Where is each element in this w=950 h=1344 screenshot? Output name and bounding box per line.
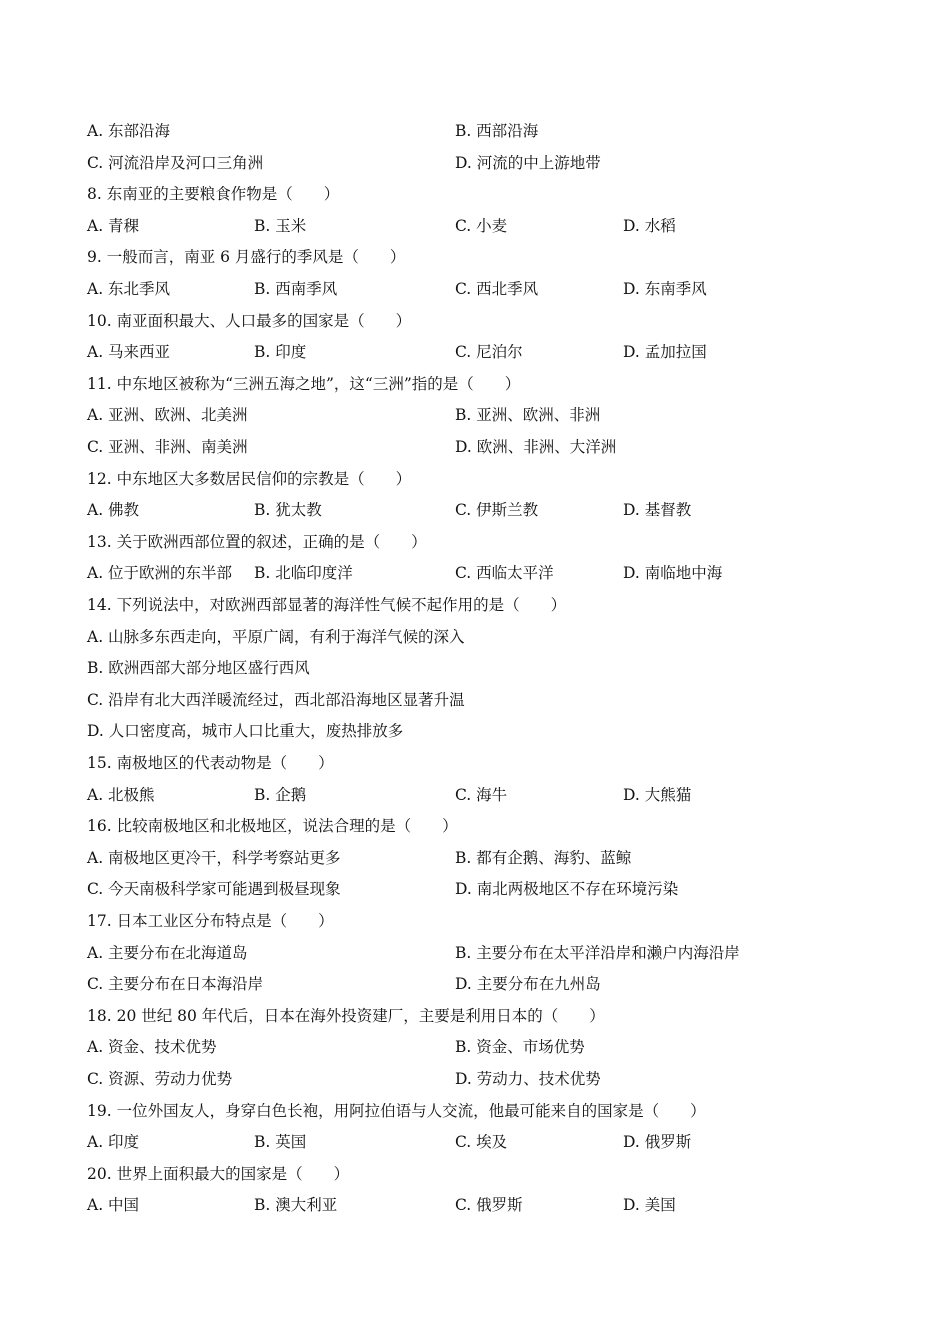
answer-option: D. 劳动力、技术优势 [455, 1070, 601, 1088]
answer-option: B. 英国 [254, 1133, 307, 1151]
answer-option: A. 中国 [87, 1196, 140, 1214]
answer-option: A. 青稞 [87, 217, 140, 235]
answer-option: B. 北临印度洋 [254, 564, 353, 582]
answer-option: A. 马来西亚 [87, 343, 171, 361]
answer-option: A. 东北季风 [87, 280, 171, 298]
answer-option: B. 企鹅 [254, 786, 307, 804]
answer-option: D. 主要分布在九州岛 [455, 975, 601, 993]
answer-option: A. 南极地区更冷干，科学考察站更多 [87, 849, 341, 867]
answer-option: C. 尼泊尔 [455, 343, 523, 361]
answer-option: A. 主要分布在北海道岛 [87, 944, 248, 962]
question-stem: 13. 关于欧洲西部位置的叙述，正确的是（ ） [87, 533, 427, 551]
answer-option: D. 南临地中海 [623, 564, 723, 582]
question-stem: 14. 下列说法中，对欧洲西部显著的海洋性气候不起作用的是（ ） [87, 596, 567, 614]
answer-option: B. 亚洲、欧洲、非洲 [455, 406, 601, 424]
question-stem: 8. 东南亚的主要粮食作物是（ ） [87, 185, 340, 203]
answer-option: B. 犹太教 [254, 501, 322, 519]
question-stem: 12. 中东地区大多数居民信仰的宗教是（ ） [87, 470, 412, 488]
answer-option: A. 东部沿海 [87, 122, 171, 140]
answer-option: C. 今天南极科学家可能遇到极昼现象 [87, 880, 341, 898]
answer-option: C. 伊斯兰教 [455, 501, 539, 519]
answer-option: C. 西北季风 [455, 280, 539, 298]
answer-option: A. 位于欧洲的东半部 [87, 564, 233, 582]
question-stem: 15. 南极地区的代表动物是（ ） [87, 754, 334, 772]
answer-option: D. 美国 [623, 1196, 676, 1214]
question-stem: 20. 世界上面积最大的国家是（ ） [87, 1165, 350, 1183]
answer-option: C. 海牛 [455, 786, 508, 804]
answer-option: C. 埃及 [455, 1133, 508, 1151]
answer-option: D. 南北两极地区不存在环境污染 [455, 880, 679, 898]
answer-option: C. 西临太平洋 [455, 564, 554, 582]
answer-option: C. 主要分布在日本海沿岸 [87, 975, 264, 993]
question-stem: 17. 日本工业区分布特点是（ ） [87, 912, 334, 930]
answer-option: C. 亚洲、非洲、南美洲 [87, 438, 248, 456]
answer-option: A. 亚洲、欧洲、北美洲 [87, 406, 248, 424]
answer-option: B. 都有企鹅、海豹、蓝鲸 [455, 849, 632, 867]
answer-option: D. 欧洲、非洲、大洋洲 [455, 438, 617, 456]
answer-option: D. 东南季风 [623, 280, 707, 298]
answer-option: A. 北极熊 [87, 786, 155, 804]
answer-option: D. 水稻 [623, 217, 676, 235]
answer-option: D. 大熊猫 [623, 786, 692, 804]
answer-option: C. 沿岸有北大西洋暖流经过，西北部沿海地区显著升温 [87, 691, 465, 709]
answer-option: A. 印度 [87, 1133, 140, 1151]
answer-option: D. 孟加拉国 [623, 343, 707, 361]
answer-option: D. 人口密度高，城市人口比重大，废热排放多 [87, 722, 404, 740]
answer-option: A. 佛教 [87, 501, 140, 519]
answer-option: D. 俄罗斯 [623, 1133, 692, 1151]
answer-option: B. 主要分布在太平洋沿岸和濑户内海沿岸 [455, 944, 740, 962]
answer-option: C. 小麦 [455, 217, 508, 235]
answer-option: C. 资源、劳动力优势 [87, 1070, 233, 1088]
answer-option: D. 河流的中上游地带 [455, 154, 601, 172]
answer-option: B. 印度 [254, 343, 307, 361]
answer-option: C. 俄罗斯 [455, 1196, 523, 1214]
answer-option: A. 资金、技术优势 [87, 1038, 217, 1056]
question-stem: 11. 中东地区被称为“三洲五海之地”，这“三洲”指的是（ ） [87, 375, 521, 393]
question-stem: 19. 一位外国友人，身穿白色长袍，用阿拉伯语与人交流，他最可能来自的国家是（ ） [87, 1102, 706, 1120]
answer-option: B. 资金、市场优势 [455, 1038, 585, 1056]
answer-option: D. 基督教 [623, 501, 692, 519]
question-stem: 18. 20 世纪 80 年代后，日本在海外投资建厂，主要是利用日本的（ ） [87, 1007, 605, 1025]
answer-option: B. 西部沿海 [455, 122, 539, 140]
answer-option: B. 玉米 [254, 217, 307, 235]
answer-option: A. 山脉多东西走向，平原广阔，有利于海洋气候的深入 [87, 628, 465, 646]
question-stem: 16. 比较南极地区和北极地区，说法合理的是（ ） [87, 817, 458, 835]
answer-option: B. 欧洲西部大部分地区盛行西风 [87, 659, 310, 677]
answer-option: B. 西南季风 [254, 280, 338, 298]
answer-option: C. 河流沿岸及河口三角洲 [87, 154, 264, 172]
answer-option: B. 澳大利亚 [254, 1196, 338, 1214]
question-stem: 10. 南亚面积最大、人口最多的国家是（ ） [87, 312, 412, 330]
question-stem: 9. 一般而言，南亚 6 月盛行的季风是（ ） [87, 248, 406, 266]
